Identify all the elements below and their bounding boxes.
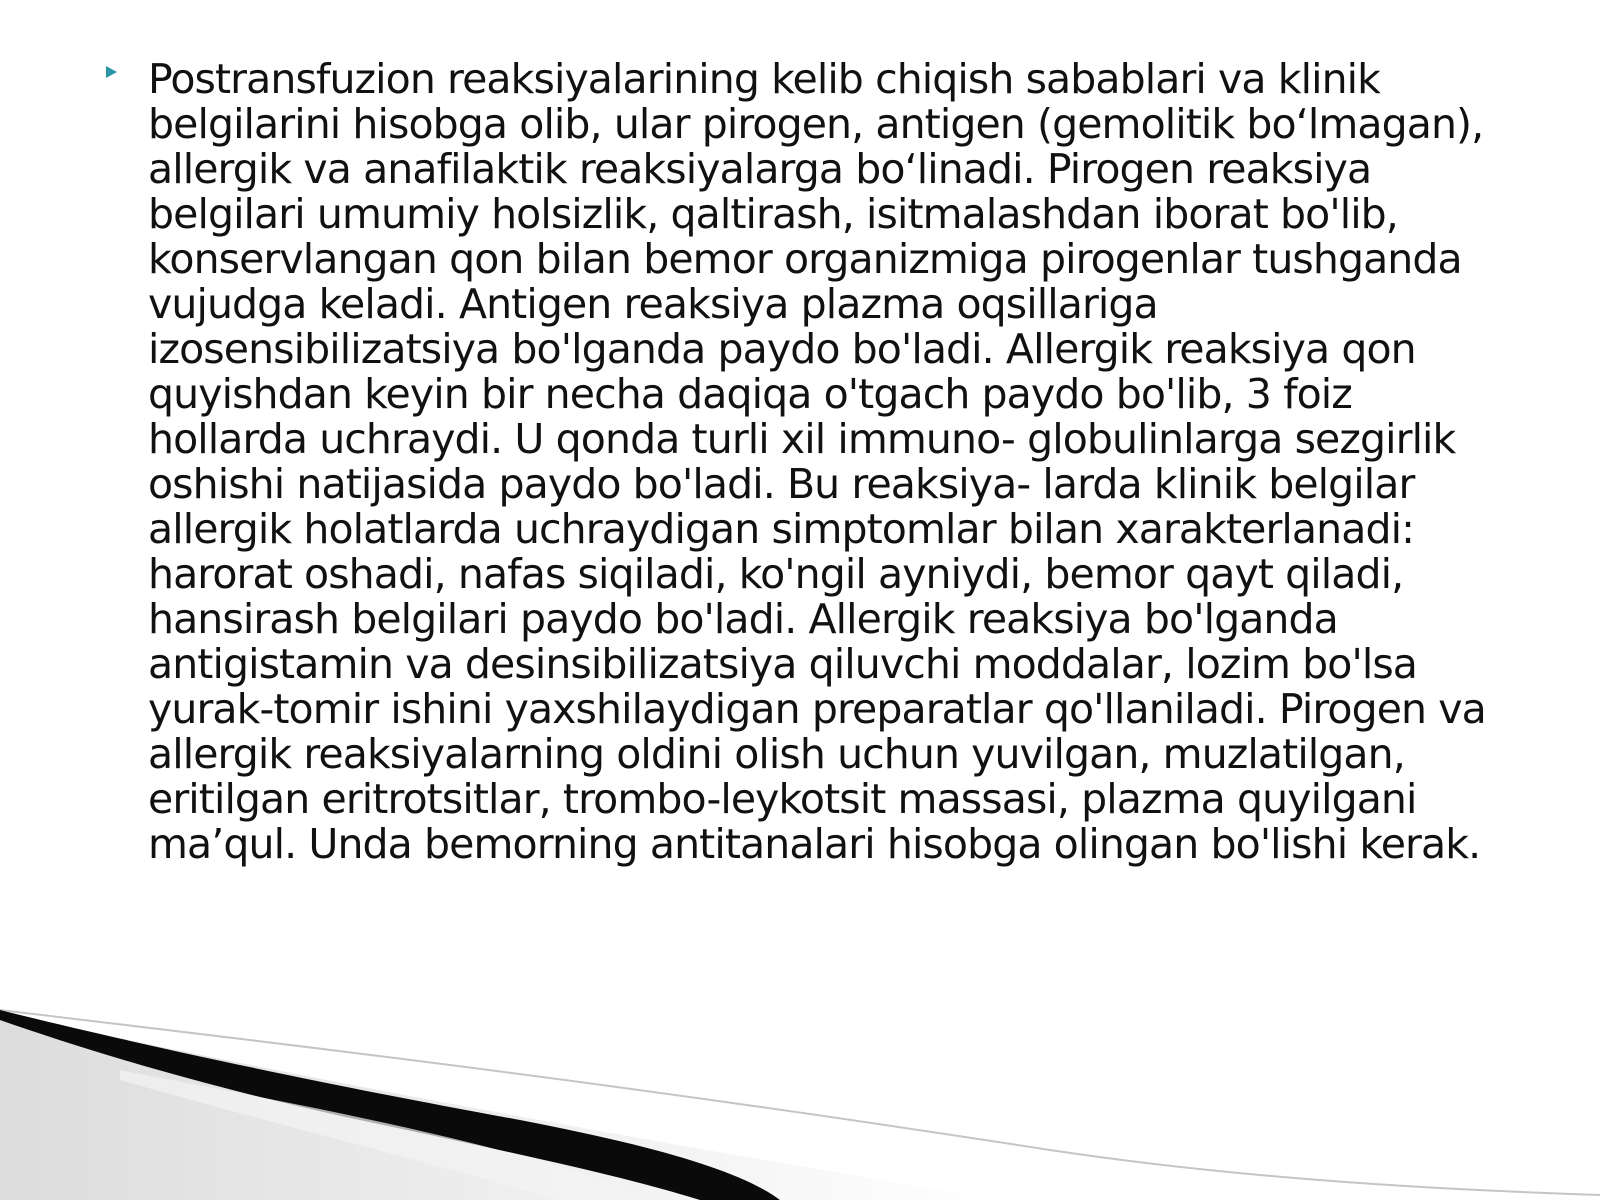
- triangle-bullet-icon: [106, 66, 117, 78]
- content-area: [104, 57, 1504, 867]
- swoosh-black-stroke: [0, 1010, 780, 1200]
- bullet-item: [104, 57, 1504, 867]
- swoosh-thin-line: [0, 1010, 1600, 1195]
- swoosh-light-band: [120, 1070, 660, 1200]
- swoosh-grey-band: [0, 1012, 1000, 1200]
- body-paragraph: Postransfuzion reaksiyalarining kelib chiqish sabablari va klinik belgilarini hisobga olib, ular pirogen, antigen (gemolitik bo‘lmagan), allergik va anafilaktik reaksiyalarga bo‘linadi. Pirogen reaksiya belgilari umumiy holsizlik, qaltirash, isitmalashdan iborat bo'lib, konservlangan qon bilan bemor organizmiga pirogenlar tushganda vujudga keladi. Antigen reaksiya plazma oqsillariga izosensibilizatsiya bo'lganda paydo bo'ladi. Allergik reaksiya qon quyishdan keyin bir necha daqiqa o'tgach paydo bo'lib, 3 foiz hollarda uchraydi. U qonda turli xil immuno- globulinlarga sezgirlik oshishi natijasida paydo bo'ladi. Bu reaksiya- larda klinik belgilar allergik holatlarda uchraydigan simptomlar bilan xarakterlanadi: harorat oshadi, nafas siqiladi, ko'ngil ayniydi, bemor qayt qiladi, hansirash belgilari paydo bo'ladi. Allergik reaksiya bo'lganda antigistamin va desinsibilizatsiya qiluvchi moddalar, lozim bo'lsa yurak-tomir ishini yaxshilaydigan preparatlar qo'llaniladi. Pirogen va allergik reaksiyalarning oldini olish uchun yuvilgan, muzlatilgan, eritilgan eritrotsitlar, trombo-leykotsit massasi, plazma quyilgani ma’qul. Unda bemorning antitanalari hisobga olingan bo'lishi kerak.: [148, 55, 1486, 868]
